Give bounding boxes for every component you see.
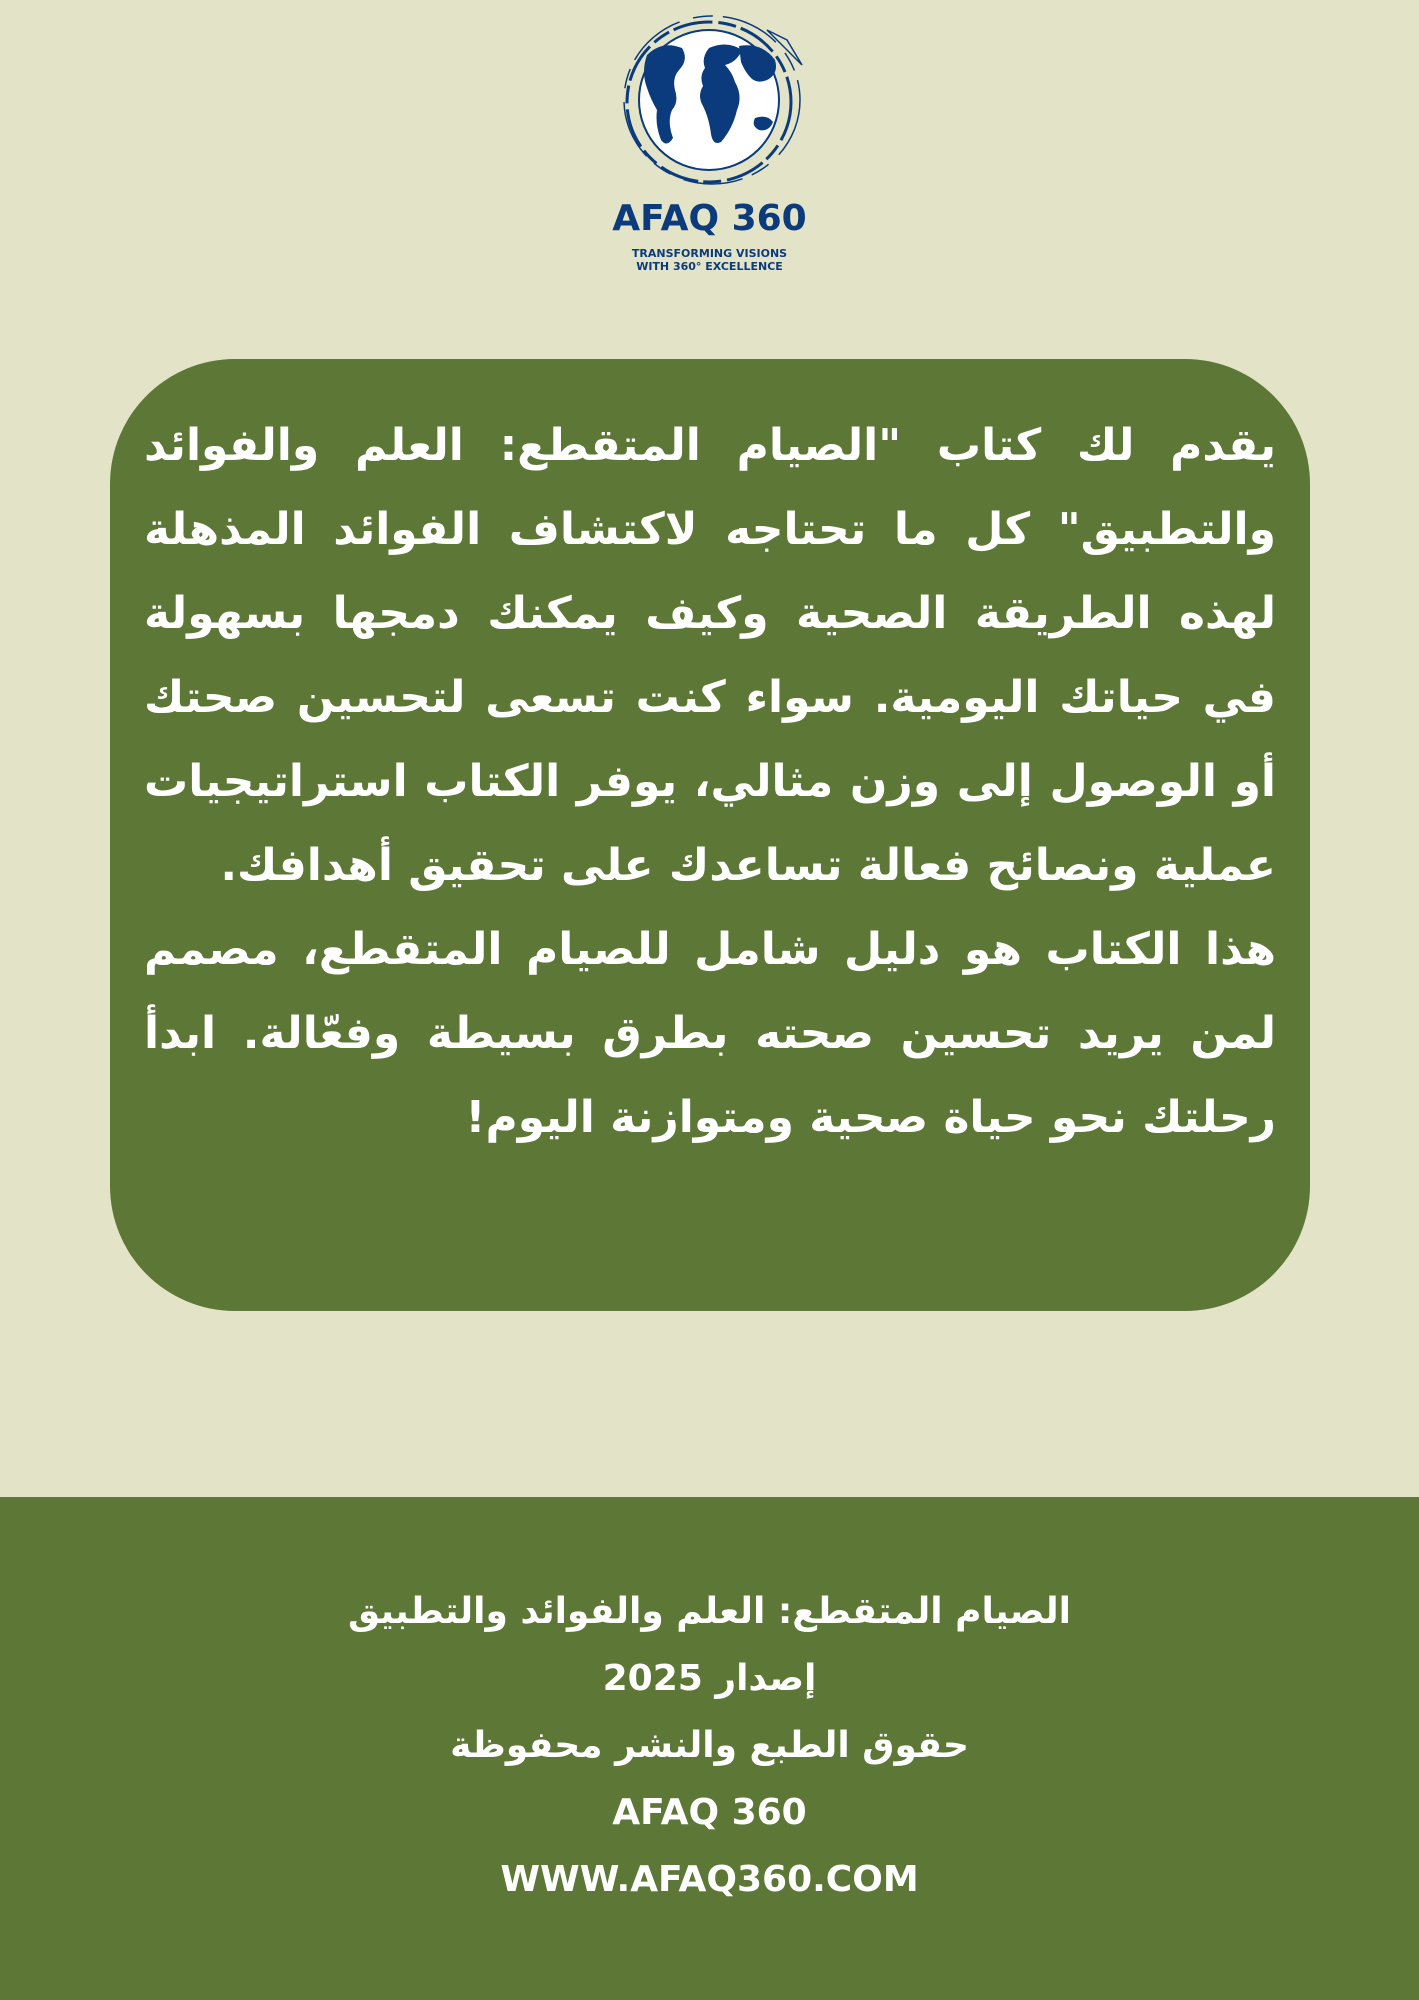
footer-info — [0, 1578, 1419, 1913]
publisher-logo — [607, 10, 812, 273]
footer-band — [0, 1497, 1419, 2000]
footer-publisher: AFAQ 360 — [612, 1792, 807, 1833]
footer-edition: إصدار 2025 — [602, 1658, 817, 1699]
logo-tagline — [607, 247, 812, 273]
logo-tagline-line2: WITH 360° EXCELLENCE — [636, 260, 783, 273]
description-paragraph-2: هذا الكتاب هو دليل شامل للصيام المتقطع، مصمم لمن يريد تحسين صحته بطرق بسيطة وفعّالة. ابدأ رحلتك نحو حياة صحية ومتوازنة اليوم! — [144, 924, 1276, 1143]
footer-website: WWW.AFAQ360.COM — [500, 1859, 919, 1900]
description-paragraph-1: يقدم لك كتاب "الصيام المتقطع: العلم والفوائد والتطبيق" كل ما تحتاجه لاكتشاف الفوائد المذهلة لهذه الطريقة الصحية وكيف يمكنك دمجها بسهولة في حياتك اليومية. سواء كنت تسعى لتحسين صحتك أو الوصول إلى وزن مثالي، يوفر الكتاب استراتيجيات عملية ونصائح فعالة تساعدك على تحقيق أهدافك. — [144, 420, 1276, 891]
footer-book-title: الصيام المتقطع: العلم والفوائد والتطبيق — [347, 1591, 1072, 1632]
footer-rights: حقوق الطبع والنشر محفوظة — [450, 1725, 969, 1766]
logo-title: AFAQ 360 — [612, 198, 807, 239]
globe-icon — [617, 10, 807, 190]
logo-tagline-line1: TRANSFORMING VISIONS — [631, 247, 788, 260]
description-card — [110, 359, 1310, 1311]
